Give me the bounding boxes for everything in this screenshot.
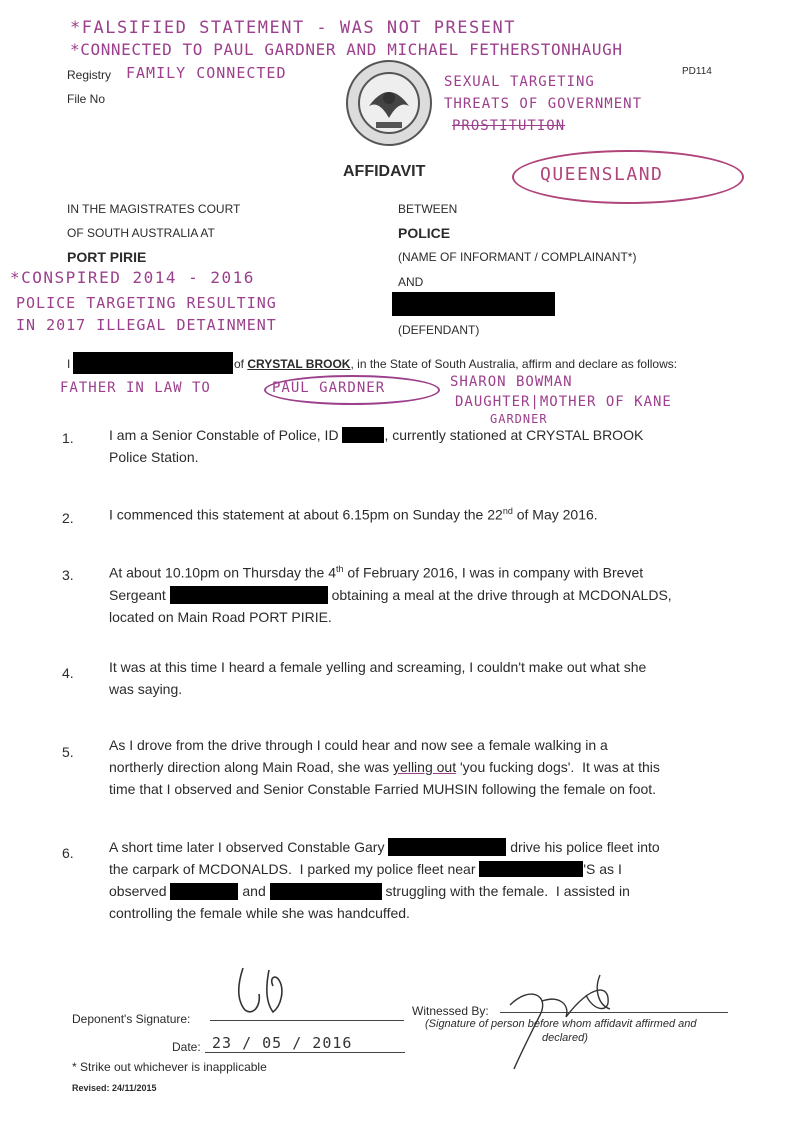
date-line <box>205 1052 405 1053</box>
form-code: PD114 <box>682 66 712 77</box>
annotation-sexual-targeting: SEXUAL TARGETING <box>444 74 595 90</box>
para-4-num: 4. <box>62 665 74 681</box>
annotation-queensland: QUEENSLAND <box>540 164 664 185</box>
deponent-signature-mark <box>225 960 315 1020</box>
intro-place: CRYSTAL BROOK <box>247 357 351 371</box>
defendant-label: (DEFENDANT) <box>398 323 480 337</box>
file-no-label: File No <box>67 92 106 106</box>
court-place: PORT PIRIE <box>67 249 147 265</box>
deponent-signature-label: Deponent's Signature: <box>72 1012 191 1026</box>
para-4: It was at this time I heard a female yelling and screaming, I couldn't make out what she was saying. <box>109 659 647 697</box>
para-1: I am a Senior Constable of Police, ID , currently stationed at CRYSTAL BROOK Police Station. <box>109 427 644 465</box>
witness-note-2: declared) <box>542 1032 588 1044</box>
para-3-num: 3. <box>62 567 74 583</box>
annotation-daughter: DAUGHTER|MOTHER OF KANE <box>455 394 672 410</box>
annotation-conspired: *CONSPIRED 2014 - 2016 <box>10 268 255 287</box>
para-5-num: 5. <box>62 744 74 760</box>
para-2-num: 2. <box>62 510 74 526</box>
annotation-paul-gardner: PAUL GARDNER <box>272 380 386 396</box>
court-line1: IN THE MAGISTRATES COURT <box>67 202 241 216</box>
annotation-illegal-detainment: IN 2017 ILLEGAL DETAINMENT <box>16 316 277 334</box>
para-6: A short time later I observed Constable Gary drive his police fleet into the carpark of MCDONALDS. I parked my police fleet near 'S as I observed and struggling with the female. I assisted in controlling the female while she was handcuffed. <box>109 839 660 921</box>
para-2: I commenced this statement at about 6.15pm on Sunday the 22nd of May 2016. <box>109 506 598 523</box>
informant-label: (NAME OF INFORMANT / COMPLAINANT*) <box>398 250 637 264</box>
para-6-num: 6. <box>62 845 74 861</box>
witnessed-label: Witnessed By: <box>412 1004 489 1018</box>
redacted-id <box>342 427 384 443</box>
between-label: BETWEEN <box>398 202 458 216</box>
redacted-defendant <box>392 292 555 316</box>
para-5: As I drove from the drive through I could hear and now see a female walking in a northerly direction along Main Road, she was yelling out 'you fucking dogs'. It was at this time that I observed and Senior Constable Farried MUHSIN following the female on foot. <box>109 737 660 797</box>
redacted-deponent-name <box>73 352 233 374</box>
date-value: 23 / 05 / 2016 <box>212 1034 353 1052</box>
annotation-gardner: GARDNER <box>490 412 548 426</box>
redacted-gary <box>388 838 506 856</box>
deponent-signature-line <box>210 1020 404 1021</box>
redacted-name-4 <box>270 883 382 900</box>
state-seal-icon <box>344 58 434 148</box>
intro-of: of <box>234 357 245 371</box>
intro-rest: , in the State of South Australia, affirm and declare as follows: <box>350 357 678 371</box>
court-line2: OF SOUTH AUSTRALIA AT <box>67 226 215 240</box>
redacted-sergeant <box>170 586 328 604</box>
redacted-name-2 <box>479 861 583 877</box>
annotation-father-in-law: FATHER IN LAW TO <box>60 380 211 396</box>
annotation-falsified: *FALSIFIED STATEMENT - WAS NOT PRESENT <box>70 18 516 38</box>
informant-police: POLICE <box>398 225 451 241</box>
witness-note-1: (Signature of person before whom affidavit affirmed and <box>425 1018 697 1030</box>
annotation-connected: *CONNECTED TO PAUL GARDNER AND MICHAEL FETHERSTONHAUGH <box>70 40 623 59</box>
intro-i: I <box>67 357 71 371</box>
annotation-threats: THREATS OF GOVERNMENT <box>444 96 643 112</box>
redacted-name-3 <box>170 883 238 900</box>
date-label: Date: <box>172 1040 201 1054</box>
intro-text <box>234 357 677 371</box>
revised-note: Revised: 24/11/2015 <box>72 1083 157 1093</box>
and-label: AND <box>398 275 424 289</box>
para-3: At about 10.10pm on Thursday the 4th of February 2016, I was in company with Brevet Sergeant obtaining a meal at the drive through at MCDONALDS, located on Main Road PORT PIRIE. <box>109 564 672 625</box>
strike-note: * Strike out whichever is inapplicable <box>72 1060 267 1074</box>
annotation-family-connected: FAMILY CONNECTED <box>126 64 287 82</box>
annotation-police-targeting: POLICE TARGETING RESULTING <box>16 294 277 312</box>
registry-label: Registry <box>67 68 112 82</box>
annotation-prostitution: PROSTITUTION <box>452 118 566 134</box>
document-title: AFFIDAVIT <box>343 163 426 180</box>
para-1-num: 1. <box>62 430 74 446</box>
annotation-sharon-bowman: SHARON BOWMAN <box>450 374 573 390</box>
